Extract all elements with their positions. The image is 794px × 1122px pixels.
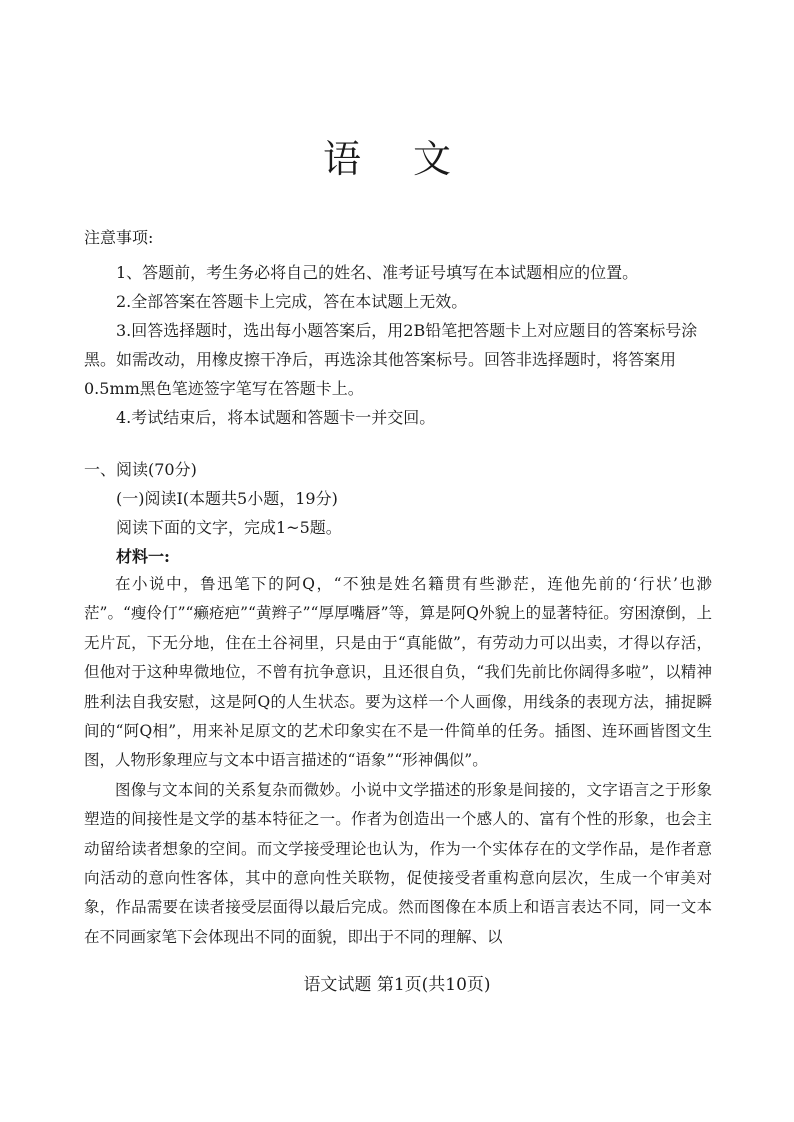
notice-heading: 注意事项: [84, 228, 154, 247]
reading-passage [84, 570, 712, 952]
section-intro [84, 484, 712, 571]
sub-heading: (一)阅读Ⅰ(本题共5小题，19分) [116, 489, 338, 508]
notice-list [84, 258, 712, 432]
passage-paragraph: 图像与文本间的关系复杂而微妙。小说中文学描述的形象是间接的，文字语言之于形象塑造的间接性是文学的基本特征之一。作者为创造出一个感人的、富有个性的形象，也会主动留给读者想象的空间。而文学接受理论也认为，作为一个实体存在的文学作品，是作者意向活动的意向性客体，其中的意向性关联物，促使接受者重构意向层次，生成一个审美对象，作品需要在读者接受层面得以最后完成。然而图像在本质上和语言表达不同，同一文本在不同画家笔下会体现出不同的面貌，即出于不同的理解、以 [84, 780, 712, 946]
notice-item: 1、答题前，考生务必将自己的姓名、准考证号填写在本试题相应的位置。 [116, 263, 639, 282]
notice-item: 3.回答选择题时，选出每小题答案后，用2B铅笔把答题卡上对应题目的答案标号涂黑。如需改动，用橡皮擦干净后，再选涂其他答案标号。回答非选择题时，将答案用0.5mm黑色笔迹签字笔写在答题卡上。 [84, 321, 698, 398]
material-label: 材料一: [116, 547, 170, 566]
page-title: 语 文 [322, 137, 472, 181]
notice-item: 4.考试结束后，将本试题和答题卡一并交回。 [116, 408, 436, 427]
notice-item: 2.全部答案在答题卡上完成，答在本试题上无效。 [116, 292, 468, 311]
section-heading: 一、阅读(70分) [84, 460, 197, 479]
instruction: 阅读下面的文字，完成1~5题。 [116, 518, 342, 537]
passage-paragraph: 在小说中，鲁迅笔下的阿Q，“不独是姓名籍贯有些渺茫，连他先前的‘行状’也渺茫”。“瘦伶仃”“癞疮疤”“黄辫子”“厚厚嘴唇”等，算是阿Q外貌上的显著特征。穷困潦倒，上无片瓦，下无分地，住在土谷祠里，只是由于“真能做”，有劳动力可以出卖，才得以存活，但他对于这种卑微地位，不曾有抗争意识，且还很自负，“我们先前比你阔得多啦”，以精神胜利法自我安慰，这是阿Q的人生状态。要为这样一个人画像，用线条的表现方法，捕捉瞬间的“阿Q相”，用来补足原文的艺术印象实在不是一件简单的任务。插图、连环画皆图文生图，人物形象理应与文本中语言描述的“语象”“形神偶似”。 [84, 575, 712, 770]
page-footer: 语文试题 第1页(共10页) [303, 975, 491, 995]
